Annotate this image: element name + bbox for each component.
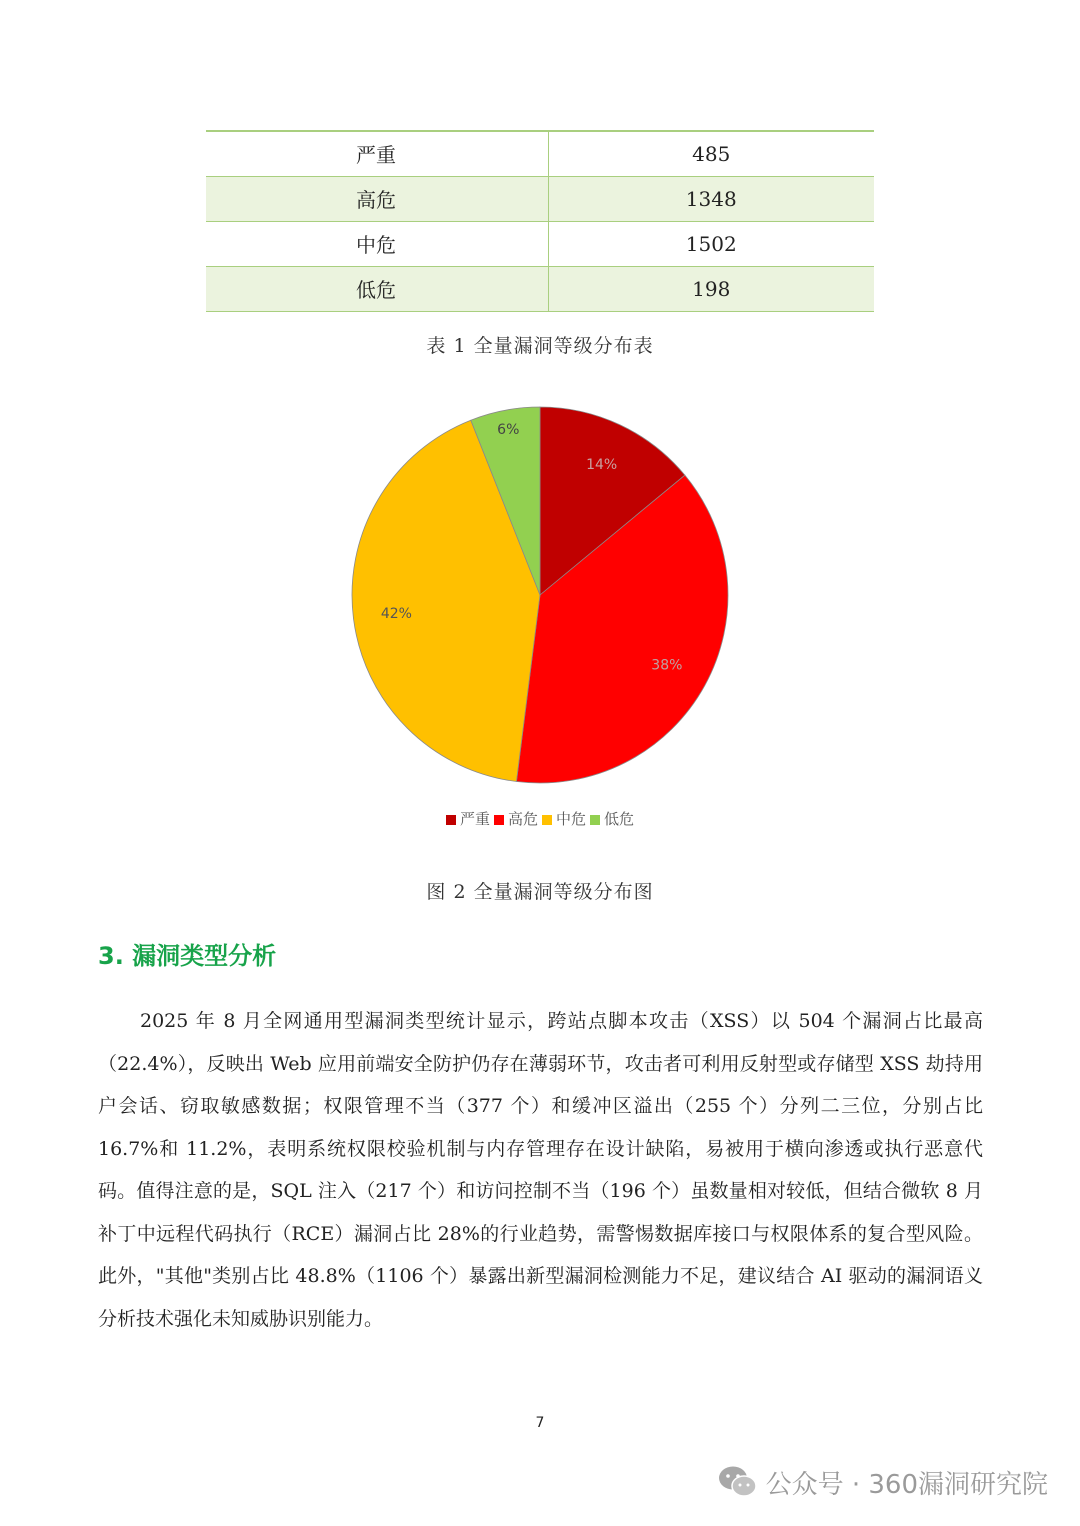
legend-item (446, 808, 490, 829)
table-row (206, 221, 874, 266)
legend-label: 严重 (459, 810, 490, 828)
table-row (206, 131, 874, 176)
table-row (206, 176, 874, 221)
section-heading: 3. 漏洞类型分析 (98, 942, 277, 970)
watermark (718, 1460, 1048, 1504)
table-caption: 表 1 全量漏洞等级分布表 (426, 335, 654, 357)
pie-svg (340, 400, 740, 800)
severity-level-cell: 低危 (206, 266, 548, 311)
table-row (206, 266, 874, 311)
chart-legend (0, 808, 1080, 829)
pie-slice-label: 14% (586, 457, 618, 474)
severity-count-cell: 1502 (548, 221, 874, 266)
legend-item (494, 808, 538, 829)
figure-caption: 图 2 全量漏洞等级分布图 (426, 881, 654, 903)
pie-slice-label: 42% (380, 606, 412, 623)
wechat-icon (718, 1465, 758, 1499)
legend-swatch (542, 815, 552, 825)
page-number: 7 (535, 1415, 545, 1431)
severity-level-cell: 严重 (206, 131, 548, 176)
legend-swatch (494, 815, 504, 825)
body-paragraph: 2025 年 8 月全网通用型漏洞类型统计显示，跨站点脚本攻击（XSS）以 504 个漏洞占比最高（22.4%），反映出 Web 应用前端安全防护仍存在薄弱环节，攻击者可利用反射型或存储型 XSS 劫持用户会话、窃取敏感数据；权限管理不当（377 个）和缓冲区溢出（255 个）分列二三位，分别占比 16.7%和 11.2%，表明系统权限校验机制与内存管理存在设计缺陷，易被用于横向渗透或执行恶意代码。值得注意的是，SQL 注入（217 个）和访问控制不当（196 个）虽数量相对较低，但结合微软 8 月补丁中远程代码执行（RCE）漏洞占比 28%的行业趋势，需警惕数据库接口与权限体系的复合型风险。此外，"其他"类别占比 48.8%（1106 个）暴露出新型漏洞检测能力不足，建议结合 AI 驱动的漏洞语义分析技术强化未知威胁识别能力。 (98, 1010, 983, 1330)
watermark-text: 公众号 · 360漏洞研究院 (765, 1469, 1048, 1500)
severity-count-cell: 1348 (548, 176, 874, 221)
legend-swatch (590, 815, 600, 825)
severity-pie-chart (340, 400, 740, 800)
legend-item (590, 808, 634, 829)
legend-label: 高危 (507, 810, 538, 828)
severity-level-cell: 中危 (206, 221, 548, 266)
severity-table (206, 130, 874, 312)
severity-count-cell: 485 (548, 131, 874, 176)
legend-label: 低危 (604, 810, 635, 828)
legend-label: 中危 (556, 810, 587, 828)
legend-swatch (446, 815, 456, 825)
pie-slice-label: 6% (497, 421, 520, 438)
severity-level-cell: 高危 (206, 176, 548, 221)
legend-item (542, 808, 586, 829)
severity-count-cell: 198 (548, 266, 874, 311)
pie-slice-label: 38% (651, 657, 683, 674)
